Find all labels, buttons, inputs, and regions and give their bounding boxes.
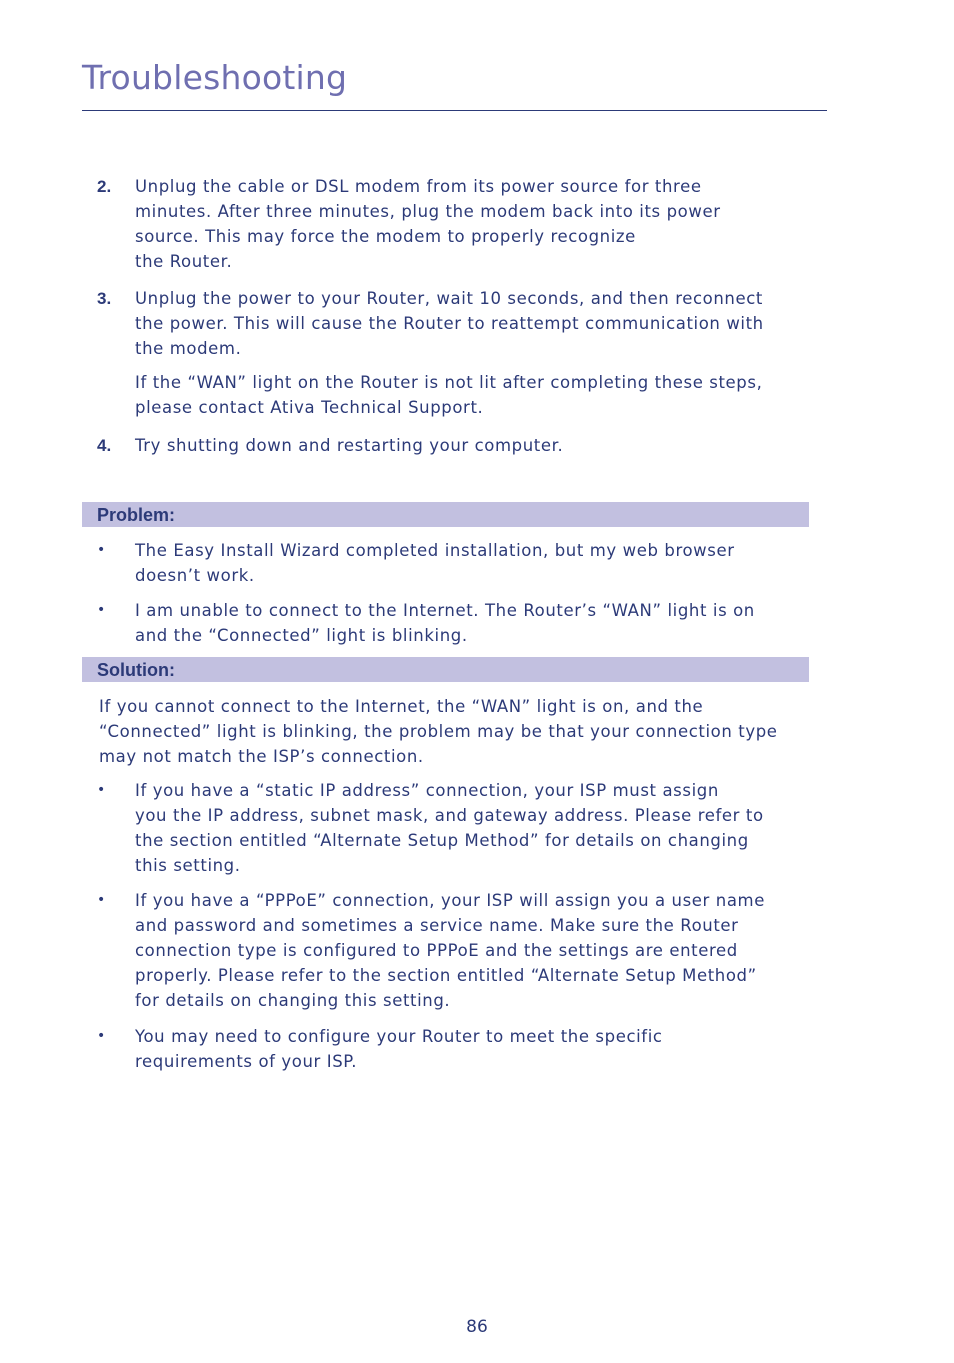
bullet-line: properly. Please refer to the section entitled “Alternate Setup Method” xyxy=(135,966,757,985)
bullet-text xyxy=(135,888,820,1013)
intro-line: If you cannot connect to the Internet, the “WAN” light is on, and the xyxy=(99,697,704,716)
step-line: the Router. xyxy=(135,252,233,271)
bullet-icon: • xyxy=(97,782,106,798)
bullet-line: for details on changing this setting. xyxy=(135,991,451,1010)
bullet-text xyxy=(135,778,820,878)
step-line: Unplug the power to your Router, wait 10 seconds, and then reconnect xyxy=(135,289,763,308)
bullet-icon: • xyxy=(97,542,106,558)
step-number: 4. xyxy=(97,436,112,455)
intro-line: “Connected” light is blinking, the problem may be that your connection type xyxy=(99,722,778,741)
bullet-icon: • xyxy=(97,892,106,908)
bullet-icon: • xyxy=(97,1028,106,1044)
problem-header-bar xyxy=(82,502,809,527)
page-title: Troubleshooting xyxy=(82,58,348,97)
bullet-line: You may need to configure your Router to meet the specific xyxy=(135,1027,663,1046)
step-line: minutes. After three minutes, plug the modem back into its power xyxy=(135,202,721,221)
step-line: Unplug the cable or DSL modem from its power source for three xyxy=(135,177,702,196)
step-note-line: please contact Ativa Technical Support. xyxy=(135,398,484,417)
bullet-line: and the “Connected” light is blinking. xyxy=(135,626,468,645)
solution-label: Solution: xyxy=(97,660,175,680)
step-text xyxy=(135,433,815,458)
step-text xyxy=(135,286,815,420)
bullet-icon: • xyxy=(97,602,106,618)
bullet-line: this setting. xyxy=(135,856,241,875)
step-text xyxy=(135,174,815,274)
bullet-text xyxy=(135,598,820,648)
problem-label: Problem: xyxy=(97,505,176,525)
step-line: the modem. xyxy=(135,339,242,358)
solution-header-bar xyxy=(82,657,809,682)
bullet-line: the section entitled “Alternate Setup Method” for details on changing xyxy=(135,831,749,850)
bullet-line: requirements of your ISP. xyxy=(135,1052,358,1071)
page-number: 86 xyxy=(466,1317,488,1337)
step-line: the power. This will cause the Router to reattempt communication with xyxy=(135,314,764,333)
bullet-line: The Easy Install Wizard completed installation, but my web browser xyxy=(135,541,735,560)
bullet-line: If you have a “static IP address” connection, your ISP must assign xyxy=(135,781,719,800)
step-number: 2. xyxy=(97,177,112,196)
step-note-line: If the “WAN” light on the Router is not lit after completing these steps, xyxy=(135,373,763,392)
title-divider xyxy=(82,110,827,111)
bullet-line: I am unable to connect to the Internet. The Router’s “WAN” light is on xyxy=(135,601,755,620)
bullet-line: If you have a “PPPoE” connection, your ISP will assign you a user name xyxy=(135,891,765,910)
bullet-text xyxy=(135,538,820,588)
bullet-line: you the IP address, subnet mask, and gateway address. Please refer to xyxy=(135,806,764,825)
step-line: Try shutting down and restarting your computer. xyxy=(135,436,564,455)
step-number: 3. xyxy=(97,289,112,308)
bullet-line: and password and sometimes a service name. Make sure the Router xyxy=(135,916,739,935)
bullet-line: doesn’t work. xyxy=(135,566,255,585)
step-line: source. This may force the modem to properly recognize xyxy=(135,227,636,246)
bullet-line: connection type is configured to PPPoE and the settings are entered xyxy=(135,941,738,960)
solution-intro xyxy=(99,694,819,769)
intro-line: may not match the ISP’s connection. xyxy=(99,747,424,766)
bullet-text xyxy=(135,1024,820,1074)
